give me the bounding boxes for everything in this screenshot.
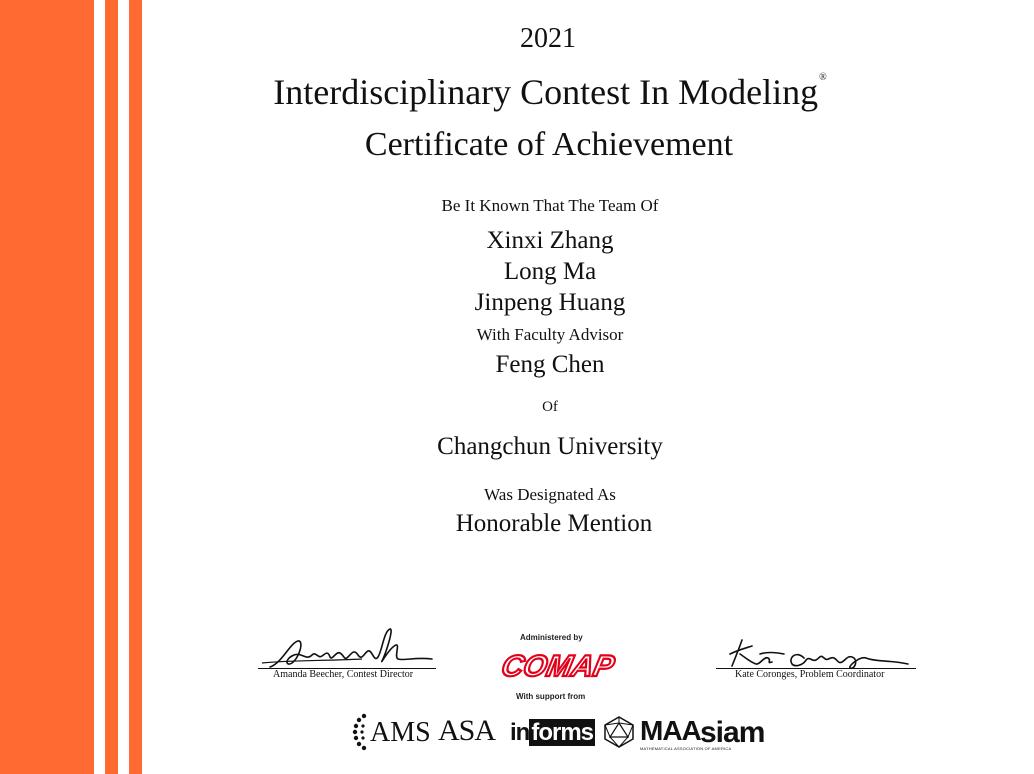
of-label: Of [542, 399, 558, 415]
asa-logo: ASA [438, 714, 496, 747]
award-name: Honorable Mention [455, 510, 653, 537]
maa-logo-text: MAA [640, 715, 701, 746]
contest-title [250, 72, 850, 113]
director-signature [262, 623, 437, 673]
informs-prefix: in [510, 719, 530, 746]
orange-thin-stripe [129, 0, 142, 774]
ams-logo-text: AMS [370, 717, 431, 748]
with-support-label: With support from [516, 692, 586, 701]
coordinator-signature [726, 636, 916, 672]
coordinator-caption: Kate Coronges, Problem Coordinator [735, 669, 885, 680]
ams-logo [352, 712, 432, 752]
ams-dots-icon [352, 712, 370, 752]
contest-name: Interdisciplinary Contest In Modeling [273, 72, 819, 112]
known-line: Be It Known That The Team Of [441, 196, 659, 215]
designated-label: Was Designated As [484, 485, 616, 504]
orange-thin-stripe [105, 0, 118, 774]
director-caption: Amanda Beecher, Contest Director [273, 669, 414, 680]
informs-logo [510, 719, 595, 747]
team-member: Xinxi Zhang [486, 227, 614, 254]
orange-border-stripe [0, 0, 94, 774]
comap-logo [498, 643, 618, 687]
siam-logo: siam [700, 716, 765, 749]
maa-subtitle: MATHEMATICAL ASSOCIATION OF AMERICA [640, 746, 732, 751]
certificate-year: 2021 [520, 23, 576, 54]
registered-mark: ® [819, 72, 827, 83]
advisor-label: With Faculty Advisor [476, 325, 624, 344]
svg-text:COMAP: COMAP [498, 650, 618, 683]
certificate-title: Certificate of Achievement [364, 126, 734, 163]
informs-suffix: forms [531, 719, 594, 746]
maa-logo [602, 715, 732, 753]
advisor-name: Feng Chen [495, 351, 605, 378]
administered-by-label: Administered by [520, 633, 583, 642]
maa-icosahedron-icon [602, 715, 636, 749]
university-name: Changchun University [437, 433, 663, 460]
team-member: Long Ma [503, 258, 597, 285]
team-member: Jinpeng Huang [474, 289, 626, 316]
